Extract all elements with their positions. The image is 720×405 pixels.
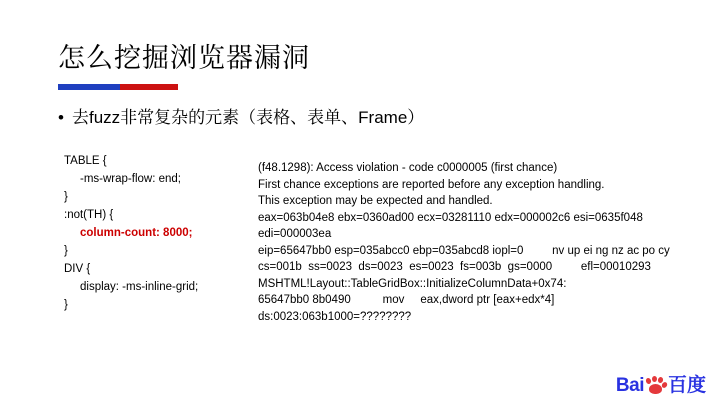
page-title: 怎么挖掘浏览器漏洞: [58, 43, 310, 73]
debug-line: 65647bb0 8b0490 mov eax,dword ptr [eax+edx*4] ds:0023:063b1000=????????: [258, 294, 561, 323]
bullet-marker: •: [58, 108, 64, 127]
debug-line: (f48.1298): Access violation - code c0000005 (first chance): [258, 162, 558, 174]
logo-latin-text: Bai: [615, 375, 644, 396]
code-line: }: [64, 299, 68, 311]
debug-line: eax=063b04e8 ebx=0360ad00 ecx=03281110 edx=000002c6 esi=0635f048 edi=000003ea: [258, 211, 647, 240]
code-line: display: -ms-inline-grid;: [80, 281, 199, 293]
bullet-item: [58, 106, 424, 130]
code-line: TABLE {: [64, 155, 107, 167]
css-code-block: [64, 152, 244, 314]
code-line: -ms-wrap-flow: end;: [80, 173, 181, 185]
debug-line: First chance exceptions are reported before any exception handling.: [258, 178, 605, 191]
code-line: }: [64, 191, 68, 203]
debug-line: MSHTML!Layout::TableGridBox::InitializeColumnData+0x74:: [258, 277, 567, 290]
code-line: }: [64, 245, 68, 257]
code-line: :not(TH) {: [64, 209, 114, 221]
debug-line: eip=65647bb0 esp=035abcc0 ebp=035abcd8 iopl=0 nv up ei ng nz ac po cy: [258, 244, 670, 257]
debugger-output-block: [258, 160, 694, 325]
rule-segment-blue: [58, 84, 120, 90]
rule-segment-red: [120, 84, 178, 90]
paw-print-icon: [646, 376, 666, 394]
code-line: DIV {: [64, 263, 91, 275]
baidu-logo: [616, 376, 706, 395]
bullet-label: 去fuzz非常复杂的元素（表格、表单、Frame）: [72, 108, 425, 127]
code-line-highlighted: column-count: 8000;: [80, 227, 193, 239]
debug-line: cs=001b ss=0023 ds=0023 es=0023 fs=003b gs=0000 efl=00010293: [258, 261, 651, 273]
logo-chinese-text: 百度: [667, 375, 706, 396]
title-underline-rule: [58, 84, 178, 90]
debug-line: This exception may be expected and handled.: [258, 195, 493, 207]
